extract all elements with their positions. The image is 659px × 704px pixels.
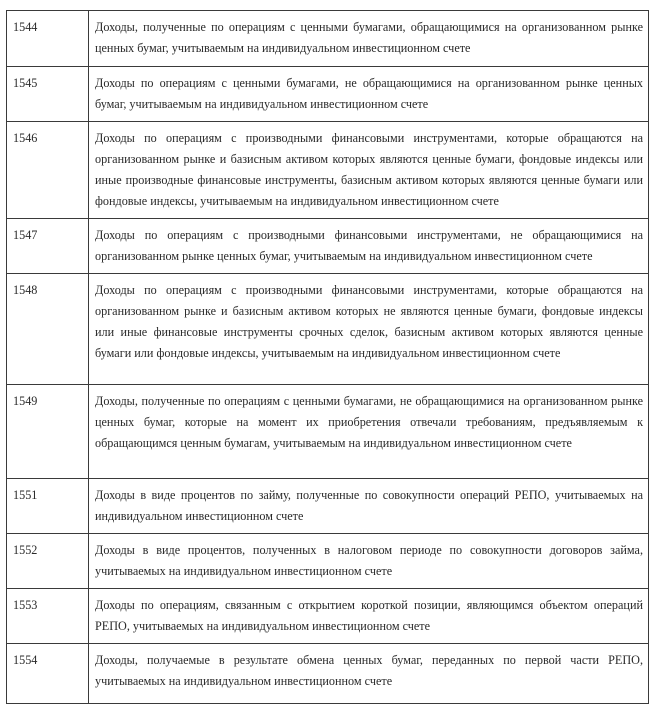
table-row [7, 534, 649, 589]
table-row [7, 11, 649, 67]
income-codes-table [6, 10, 649, 704]
income-code: 1552 [7, 534, 89, 589]
income-description: Доходы по операциям, связанным с открытием короткой позиции, являющимся объектом операций РЕПО, учитываемых на индивидуальном инвестиционном счете [89, 589, 649, 644]
table-row [7, 122, 649, 219]
income-description: Доходы по операциям с производными финансовыми инструментами, не обращающимися на организованном рынке ценных бумаг, учитываемым на индивидуальном инвестиционном счете [89, 219, 649, 274]
table-row [7, 589, 649, 644]
income-description: Доходы по операциям с ценными бумагами, не обращающимися на организованном рынке ценных бумаг, учитываемым на индивидуальном инвестиционном счете [89, 67, 649, 122]
table-row [7, 219, 649, 274]
income-code: 1551 [7, 479, 89, 534]
income-description: Доходы в виде процентов, полученных в налоговом периоде по совокупности договоров займа, учитываемых на индивидуальном инвестиционном счете [89, 534, 649, 589]
table-row [7, 274, 649, 385]
income-code: 1554 [7, 644, 89, 704]
income-code: 1547 [7, 219, 89, 274]
income-code: 1548 [7, 274, 89, 385]
income-code: 1544 [7, 11, 89, 67]
table-row [7, 385, 649, 479]
income-code: 1546 [7, 122, 89, 219]
income-description: Доходы в виде процентов по займу, полученные по совокупности операций РЕПО, учитываемых на индивидуальном инвестиционном счете [89, 479, 649, 534]
income-code: 1553 [7, 589, 89, 644]
income-description: Доходы, получаемые в результате обмена ценных бумаг, переданных по первой части РЕПО, учитываемых на индивидуальном инвестиционном счете [89, 644, 649, 704]
income-code: 1549 [7, 385, 89, 479]
income-description: Доходы по операциям с производными финансовыми инструментами, которые обращаются на организованном рынке и базисным активом которых не являются ценные бумаги, фондовые индексы или иные финансовые инструменты срочных сделок, базисным активом которых являются ценные бумаги или фондовые индексы, учитываемым на индивидуальном инвестиционном счете [89, 274, 649, 385]
income-description: Доходы по операциям с производными финансовыми инструментами, которые обращаются на организованном рынке и базисным активом которых являются ценные бумаги, фондовые индексы или иные производные финансовые инструменты, базисным активом которых являются ценные бумаги или фондовые индексы, учитываемым на индивидуальном инвестиционном счете [89, 122, 649, 219]
income-description: Доходы, полученные по операциям с ценными бумагами, обращающимися на организованном рынке ценных бумаг, учитываемым на индивидуальном инвестиционном счете [89, 11, 649, 67]
table-row [7, 67, 649, 122]
income-code: 1545 [7, 67, 89, 122]
table-row [7, 479, 649, 534]
income-description: Доходы, полученные по операциям с ценными бумагами, не обращающимися на организованном рынке ценных бумаг, которые на момент их приобретения отвечали требованиям, предъявляемым к обращающимся ценным бумагам, учитываемым на индивидуальном инвестиционном счете [89, 385, 649, 479]
